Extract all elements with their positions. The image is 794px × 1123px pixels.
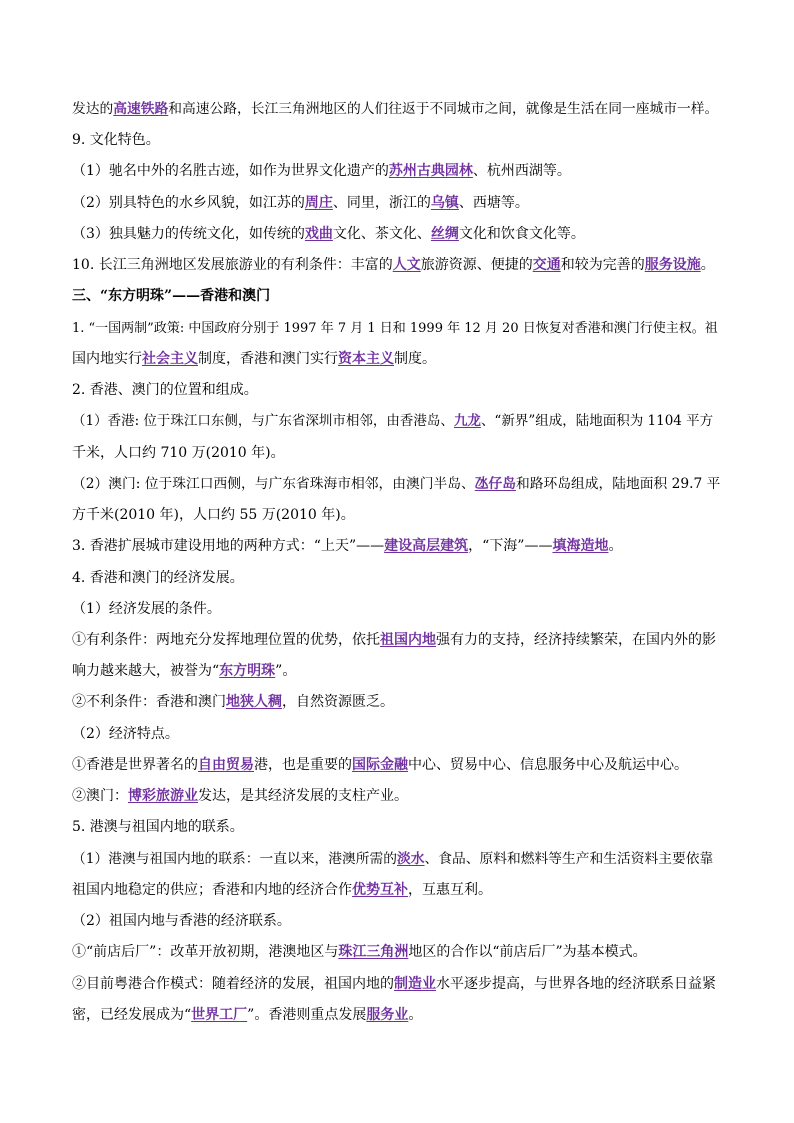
text-line bbox=[72, 750, 724, 781]
section-heading bbox=[72, 281, 724, 312]
key-term: 博彩旅游业 bbox=[128, 788, 198, 805]
text-segment: 。 bbox=[608, 538, 623, 555]
key-term: 建设高层建筑 bbox=[384, 538, 469, 555]
text-segment: ①有利条件：两地充分发挥地理位置的优势，依托 bbox=[72, 631, 380, 648]
text-line bbox=[72, 125, 724, 156]
text-segment: ，互惠互利。 bbox=[408, 881, 492, 898]
key-term: 丝绸 bbox=[430, 225, 459, 242]
text-segment: 发达，是其经济发展的支柱产业。 bbox=[198, 788, 408, 805]
key-term: 淡水 bbox=[397, 850, 425, 867]
text-segment: 密，已经发展成为“ bbox=[72, 1006, 192, 1023]
text-segment: 、杭州西湖等。 bbox=[472, 163, 571, 180]
text-segment: 方千米(2010 年)，人口约 55 万(2010 年)。 bbox=[72, 507, 355, 524]
text-segment: ②不利条件：香港和澳门 bbox=[72, 694, 226, 711]
text-line bbox=[72, 469, 724, 500]
text-segment: 、同里，浙江的 bbox=[332, 194, 431, 211]
text-line bbox=[72, 156, 724, 187]
text-line bbox=[72, 406, 724, 437]
text-line bbox=[72, 969, 724, 1000]
text-segment: 、西塘等。 bbox=[458, 194, 529, 211]
text-segment: 。 bbox=[700, 257, 715, 274]
text-segment: （1）驰名中外的名胜古迹，如作为世界文化遗产的 bbox=[72, 163, 389, 180]
text-line bbox=[72, 844, 724, 875]
text-segment: 国内地实行 bbox=[72, 350, 142, 367]
key-term: 乌镇 bbox=[430, 194, 459, 211]
document-page bbox=[72, 94, 724, 1031]
text-segment: 5. 港澳与祖国内地的联系。 bbox=[72, 819, 244, 836]
text-segment: 3. 香港扩展城市建设用地的两种方式：“上天”—— bbox=[72, 538, 385, 555]
text-segment: 、“新界”组成，陆地面积为 1104 平方 bbox=[480, 413, 714, 430]
text-segment: 文化和饮食文化等。 bbox=[458, 225, 585, 242]
text-line bbox=[72, 656, 724, 687]
text-segment: 祖国内地稳定的供应；香港和内地的经济合作 bbox=[72, 881, 352, 898]
key-term: 东方明珠 bbox=[219, 663, 276, 680]
text-segment: （2）祖国内地与香港的经济联系。 bbox=[72, 913, 291, 930]
text-segment: ”。 bbox=[275, 663, 297, 680]
text-segment: 1. “一国两制”政策: 中国政府分别于 1997 年 7 月 1 日和 1999 年 12 月 20 日恢复对香港和澳门行使主权。祖 bbox=[72, 320, 718, 336]
text-segment: （3）独具魅力的传统文化，如传统的 bbox=[72, 225, 305, 242]
text-line bbox=[72, 531, 724, 562]
text-line bbox=[72, 250, 724, 281]
text-segment: 水平逐步提高，与世界各地的经济联系日益紧 bbox=[436, 975, 716, 992]
text-segment: 中心、贸易中心、信息服务中心及航运中心。 bbox=[408, 756, 688, 773]
text-segment: ①“前店后厂”：改革开放初期，港澳地区与 bbox=[72, 944, 339, 961]
text-segment: （2）经济特点。 bbox=[72, 725, 179, 742]
text-segment: 10. 长江三角洲地区发展旅游业的有利条件：丰富的 bbox=[72, 257, 393, 274]
key-term: 国际金融 bbox=[352, 756, 408, 773]
key-term: 祖国内地 bbox=[380, 631, 436, 648]
key-term: 九龙 bbox=[453, 413, 481, 430]
text-segment: ”。香港则重点发展 bbox=[247, 1006, 367, 1023]
text-line bbox=[72, 313, 724, 344]
text-line bbox=[72, 687, 724, 718]
text-segment: 4. 香港和澳门的经济发展。 bbox=[72, 569, 244, 586]
text-line bbox=[72, 188, 724, 219]
text-segment: 2. 香港、澳门的位置和组成。 bbox=[72, 382, 258, 399]
key-term: 周庄 bbox=[304, 194, 333, 211]
key-term: 戏曲 bbox=[304, 225, 333, 242]
text-line bbox=[72, 219, 724, 250]
text-segment: 和较为完善的 bbox=[560, 257, 645, 274]
text-segment: 制度，香港和澳门实行 bbox=[198, 350, 338, 367]
text-line bbox=[72, 594, 724, 625]
text-segment: 和路环岛组成，陆地面积 29.7 平 bbox=[516, 475, 721, 492]
text-segment: 地区的合作以“前店后厂”为基本模式。 bbox=[408, 944, 647, 961]
text-line bbox=[72, 719, 724, 750]
text-segment: 三、“东方明珠”——香港和澳门 bbox=[72, 288, 271, 305]
text-segment: ，“下海”—— bbox=[468, 538, 553, 555]
key-term: 地狭人稠 bbox=[226, 694, 282, 711]
text-line bbox=[72, 500, 724, 531]
text-segment: （1）港澳与祖国内地的联系：一直以来，港澳所需的 bbox=[72, 850, 397, 867]
text-segment: 9. 文化特色。 bbox=[72, 132, 160, 149]
text-segment: ②目前粤港合作模式：随着经济的发展，祖国内地的 bbox=[72, 975, 394, 992]
text-segment: 和高速公路，长江三角洲地区的人们往返于不同城市之间，就像是生活在同一座城市一样。 bbox=[168, 101, 719, 117]
key-term: 服务设施 bbox=[644, 257, 701, 274]
text-segment: 港，也是重要的 bbox=[254, 756, 352, 773]
key-term: 资本主义 bbox=[338, 350, 394, 367]
key-term: 世界工厂 bbox=[191, 1006, 248, 1023]
text-line bbox=[72, 812, 724, 843]
text-line bbox=[72, 1000, 724, 1031]
text-segment: ②澳门： bbox=[72, 788, 128, 805]
key-term: 社会主义 bbox=[142, 350, 198, 367]
key-term: 氹仔岛 bbox=[474, 475, 517, 492]
key-term: 珠江三角洲 bbox=[338, 944, 409, 961]
text-segment: （1）经济发展的条件。 bbox=[72, 600, 221, 617]
text-line bbox=[72, 906, 724, 937]
text-segment: 文化、茶文化、 bbox=[332, 225, 431, 242]
text-segment: 旅游资源、便捷的 bbox=[420, 257, 533, 274]
key-term: 人文 bbox=[392, 257, 421, 274]
text-segment: ，自然资源匮乏。 bbox=[282, 694, 394, 711]
text-line bbox=[72, 438, 724, 469]
key-term: 填海造地 bbox=[552, 538, 609, 555]
key-term: 服务业 bbox=[366, 1006, 409, 1023]
text-segment: 响力越来越大，被誉为“ bbox=[72, 663, 220, 680]
text-segment: 、食品、原料和燃料等生产和生活资料主要依靠 bbox=[424, 850, 714, 867]
key-term: 交通 bbox=[532, 257, 561, 274]
text-segment: ①香港是世界著名的 bbox=[72, 756, 198, 773]
key-term: 优势互补 bbox=[352, 881, 408, 898]
text-segment: 制度。 bbox=[394, 350, 436, 367]
text-line bbox=[72, 563, 724, 594]
key-term: 自由贸易 bbox=[198, 756, 254, 773]
text-segment: （2）别具特色的水乡风貌，如江苏的 bbox=[72, 194, 305, 211]
text-segment: （2）澳门: 位于珠江口西侧，与广东省珠海市相邻，由澳门半岛、 bbox=[72, 475, 475, 492]
text-line bbox=[72, 375, 724, 406]
key-term: 苏州古典园林 bbox=[388, 163, 473, 180]
text-segment: 强有力的支持，经济持续繁荣，在国内外的影 bbox=[436, 631, 716, 648]
text-line bbox=[72, 875, 724, 906]
text-segment: 千米，人口约 710 万(2010 年)。 bbox=[72, 444, 285, 461]
key-term: 制造业 bbox=[394, 975, 436, 992]
text-segment: 。 bbox=[408, 1006, 423, 1023]
text-segment: （1）香港: 位于珠江口东侧，与广东省深圳市相邻，由香港岛、 bbox=[72, 413, 454, 430]
text-line bbox=[72, 937, 724, 968]
text-segment: 发达的 bbox=[72, 101, 114, 117]
text-line bbox=[72, 625, 724, 656]
text-line bbox=[72, 344, 724, 375]
text-line bbox=[72, 781, 724, 812]
text-line bbox=[72, 94, 724, 125]
key-term: 高速铁路 bbox=[113, 101, 169, 117]
